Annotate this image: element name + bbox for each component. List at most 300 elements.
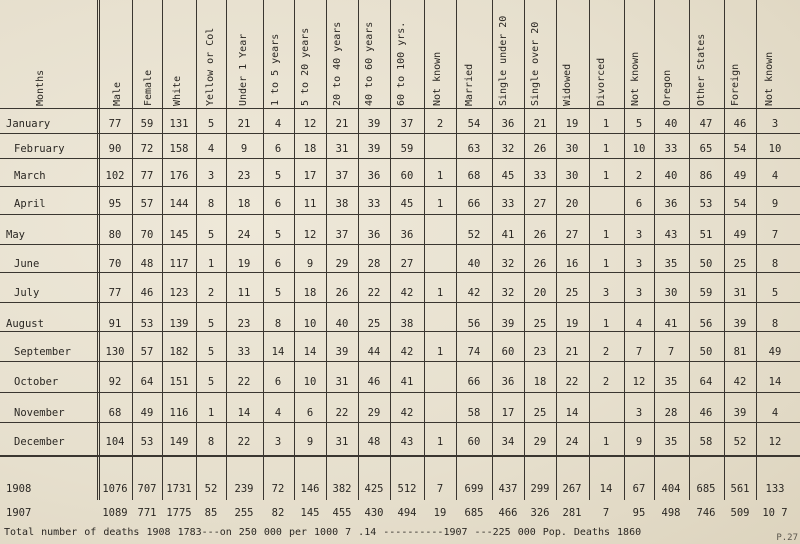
table-cell: 19 [237, 258, 251, 270]
table-cell: 17 [303, 170, 317, 182]
table-cell: 38 [400, 318, 414, 330]
year-total-cell: 512 [397, 483, 417, 495]
row-rule [0, 422, 800, 423]
table-cell: 30 [664, 287, 678, 299]
table-cell: 1 [602, 118, 610, 130]
table-cell: 6 [274, 376, 282, 388]
table-cell: 5 [274, 287, 282, 299]
table-cell: 144 [169, 198, 189, 210]
table-cell: 22 [335, 407, 349, 419]
table-cell: 81 [733, 346, 747, 358]
table-cell: 5 [274, 170, 282, 182]
table-cell: 59 [400, 143, 414, 155]
table-cell: 3 [635, 287, 643, 299]
table-cell: 42 [733, 376, 747, 388]
table-cell: 29 [335, 258, 349, 270]
table-cell: 17 [501, 407, 515, 419]
table-cell: 57 [140, 198, 154, 210]
table-cell: 31 [335, 436, 349, 448]
table-cell: 6 [306, 407, 314, 419]
table-cell: 48 [367, 436, 381, 448]
table-cell: 9 [771, 198, 779, 210]
table-cell: 39 [367, 118, 381, 130]
table-cell: 31 [335, 143, 349, 155]
table-cell: 92 [108, 376, 122, 388]
table-cell: 3 [207, 170, 215, 182]
table-cell: 7 [771, 229, 779, 241]
year-total-cell: 146 [300, 483, 320, 495]
table-cell: 1 [602, 258, 610, 270]
table-cell: 36 [501, 118, 515, 130]
table-cell: 59 [140, 118, 154, 130]
table-cell: 6 [274, 198, 282, 210]
table-cell: 8 [207, 198, 215, 210]
table-cell: 36 [501, 376, 515, 388]
year-total-cell: 267 [562, 483, 582, 495]
year-total-cell: 1089 [102, 507, 128, 519]
table-cell: 57 [140, 346, 154, 358]
month-label: July [14, 287, 40, 299]
table-cell: 123 [169, 287, 189, 299]
table-cell: 1 [436, 170, 444, 182]
table-cell: 1 [436, 436, 444, 448]
table-cell: 52 [733, 436, 747, 448]
table-cell: 64 [140, 376, 154, 388]
table-cell: 46 [140, 287, 154, 299]
column-header: Widowed [562, 63, 573, 106]
year-total-cell: 255 [234, 507, 254, 519]
table-cell: 3 [635, 407, 643, 419]
table-cell: 56 [467, 318, 481, 330]
column-rule [589, 0, 590, 500]
table-cell: 22 [237, 436, 251, 448]
table-cell: 41 [664, 318, 678, 330]
column-rule [456, 0, 457, 500]
column-rule [132, 0, 133, 500]
table-cell: 24 [565, 436, 579, 448]
year-total-cell: 561 [730, 483, 750, 495]
column-header: 40 to 60 years [364, 21, 375, 106]
column-rule [556, 0, 557, 500]
table-cell: 12 [632, 376, 646, 388]
table-cell: 60 [400, 170, 414, 182]
month-label: September [14, 346, 71, 358]
table-cell: 5 [274, 229, 282, 241]
table-cell: 90 [108, 143, 122, 155]
table-cell: 10 [632, 143, 646, 155]
table-cell: 28 [664, 407, 678, 419]
table-cell: 39 [501, 318, 515, 330]
table-cell: 26 [533, 229, 547, 241]
year-total-cell: 771 [137, 507, 157, 519]
table-cell: 36 [664, 198, 678, 210]
table-cell: 1 [207, 258, 215, 270]
table-cell: 5 [207, 229, 215, 241]
column-header: Single over 20 [530, 21, 541, 106]
table-cell: 14 [271, 346, 285, 358]
table-cell: 42 [400, 346, 414, 358]
table-cell: 33 [501, 198, 515, 210]
table-cell: 10 [303, 318, 317, 330]
table-cell: 23 [237, 318, 251, 330]
table-cell: 37 [335, 170, 349, 182]
table-cell: 18 [303, 143, 317, 155]
table-cell: 43 [400, 436, 414, 448]
column-header: Not known [432, 51, 443, 106]
table-cell: 39 [733, 407, 747, 419]
month-label: March [14, 170, 46, 182]
table-cell: 21 [565, 346, 579, 358]
year-total-cell: 52 [204, 483, 218, 495]
row-rule [0, 331, 800, 332]
table-cell: 8 [274, 318, 282, 330]
column-rule [689, 0, 690, 500]
table-cell: 131 [169, 118, 189, 130]
table-cell: 77 [108, 287, 122, 299]
table-cell: 25 [533, 407, 547, 419]
month-label: November [14, 407, 65, 419]
table-cell: 4 [635, 318, 643, 330]
table-cell: 20 [565, 198, 579, 210]
year-total-cell: 7 [436, 483, 444, 495]
row-rule [0, 108, 800, 109]
table-cell: 31 [335, 376, 349, 388]
table-cell: 176 [169, 170, 189, 182]
table-cell: 40 [335, 318, 349, 330]
table-cell: 54 [467, 118, 481, 130]
table-cell: 65 [699, 143, 713, 155]
table-cell: 68 [467, 170, 481, 182]
year-total-cell: 707 [137, 483, 157, 495]
table-cell: 9 [240, 143, 248, 155]
table-cell: 40 [664, 118, 678, 130]
table-cell: 5 [207, 346, 215, 358]
table-cell: 7 [635, 346, 643, 358]
table-cell: 9 [635, 436, 643, 448]
table-cell: 3 [274, 436, 282, 448]
table-cell: 29 [533, 436, 547, 448]
year-total-cell: 133 [765, 483, 785, 495]
table-cell: 2 [602, 376, 610, 388]
table-cell: 46 [699, 407, 713, 419]
table-cell: 19 [565, 118, 579, 130]
table-cell: 26 [335, 287, 349, 299]
table-cell: 28 [367, 258, 381, 270]
table-cell: 70 [108, 258, 122, 270]
page-marker: P.27 [776, 533, 798, 543]
table-cell: 41 [501, 229, 515, 241]
column-header: Female [143, 69, 154, 106]
table-cell: 32 [501, 287, 515, 299]
table-cell: 18 [533, 376, 547, 388]
year-total-cell: 425 [364, 483, 384, 495]
year-total-cell: 239 [234, 483, 254, 495]
year-total-cell: 509 [730, 507, 750, 519]
row-rule [0, 302, 800, 303]
row-rule [0, 392, 800, 393]
column-header: 5 to 20 years [300, 27, 311, 106]
table-cell: 2 [436, 118, 444, 130]
year-total-cell: 466 [498, 507, 518, 519]
table-cell: 23 [237, 170, 251, 182]
table-cell: 1 [436, 287, 444, 299]
table-cell: 39 [335, 346, 349, 358]
column-header: Divorced [596, 57, 607, 106]
column-rule [624, 0, 625, 500]
table-cell: 1 [602, 318, 610, 330]
table-cell: 9 [306, 258, 314, 270]
table-cell: 25 [733, 258, 747, 270]
table-cell: 25 [533, 318, 547, 330]
table-cell: 36 [367, 229, 381, 241]
table-cell: 66 [467, 376, 481, 388]
table-cell: 60 [467, 436, 481, 448]
table-cell: 33 [664, 143, 678, 155]
table-cell: 5 [207, 118, 215, 130]
row-rule [0, 133, 800, 134]
table-cell: 53 [140, 318, 154, 330]
table-cell: 66 [467, 198, 481, 210]
year-label: 1907 [6, 507, 32, 519]
column-rule [326, 0, 327, 500]
table-cell: 10 [303, 376, 317, 388]
table-cell: 3 [635, 229, 643, 241]
table-cell: 11 [303, 198, 317, 210]
table-cell: 46 [367, 376, 381, 388]
table-cell: 33 [237, 346, 251, 358]
table-cell: 14 [565, 407, 579, 419]
table-cell: 27 [533, 198, 547, 210]
year-total-cell: 1775 [166, 507, 192, 519]
table-cell: 25 [565, 287, 579, 299]
year-total-cell: 19 [433, 507, 447, 519]
table-cell: 47 [699, 118, 713, 130]
table-cell: 4 [771, 407, 779, 419]
column-rule [358, 0, 359, 500]
table-cell: 31 [733, 287, 747, 299]
table-cell: 58 [699, 436, 713, 448]
year-total-cell: 404 [661, 483, 681, 495]
table-cell: 149 [169, 436, 189, 448]
table-cell: 35 [664, 376, 678, 388]
table-cell: 56 [699, 318, 713, 330]
column-rule [226, 0, 227, 500]
month-label: June [14, 258, 40, 270]
table-cell: 3 [602, 287, 610, 299]
column-header: Oregon [662, 69, 673, 106]
table-cell: 53 [699, 198, 713, 210]
table-cell: 29 [367, 407, 381, 419]
table-cell: 35 [664, 436, 678, 448]
year-total-cell: 7 [602, 507, 610, 519]
table-cell: 70 [140, 229, 154, 241]
table-cell: 77 [140, 170, 154, 182]
column-header: 1 to 5 years [270, 33, 281, 106]
column-header: Not known [764, 51, 775, 106]
table-cell: 22 [367, 287, 381, 299]
column-header: Foreign [730, 63, 741, 106]
year-total-cell: 145 [300, 507, 320, 519]
column-header: 60 to 100 yrs. [396, 21, 407, 106]
table-cell: 21 [533, 118, 547, 130]
column-rule [492, 0, 493, 500]
table-cell: 33 [533, 170, 547, 182]
table-cell: 43 [664, 229, 678, 241]
table-cell: 80 [108, 229, 122, 241]
table-cell: 26 [533, 143, 547, 155]
year-total-cell: 437 [498, 483, 518, 495]
table-cell: 18 [303, 287, 317, 299]
table-cell: 1 [207, 407, 215, 419]
year-total-cell: 494 [397, 507, 417, 519]
table-cell: 182 [169, 346, 189, 358]
table-cell: 19 [565, 318, 579, 330]
table-cell: 37 [335, 229, 349, 241]
table-cell: 51 [699, 229, 713, 241]
table-cell: 139 [169, 318, 189, 330]
table-cell: 5 [635, 118, 643, 130]
table-cell: 3 [635, 258, 643, 270]
table-cell: 4 [771, 170, 779, 182]
table-cell: 24 [237, 229, 251, 241]
table-cell: 42 [400, 287, 414, 299]
table-cell: 130 [105, 346, 125, 358]
table-cell: 102 [105, 170, 125, 182]
row-rule [0, 158, 800, 159]
year-total-cell: 382 [332, 483, 352, 495]
table-cell: 34 [501, 436, 515, 448]
table-cell: 49 [733, 170, 747, 182]
table-cell: 46 [733, 118, 747, 130]
table-cell: 23 [533, 346, 547, 358]
column-rule [524, 0, 525, 500]
row-rule [0, 361, 800, 362]
row-rule [0, 186, 800, 187]
row-rule [0, 272, 800, 273]
table-cell: 63 [467, 143, 481, 155]
table-cell: 54 [733, 198, 747, 210]
table-cell: 50 [699, 258, 713, 270]
table-cell: 12 [303, 229, 317, 241]
table-cell: 4 [207, 143, 215, 155]
footer-note: Total number of deaths 1908 1783---on 250 000 per 1000 7 .14 ----------1907 ---225 000 Pop. Deaths 1860 [4, 527, 642, 538]
table-cell: 4 [274, 118, 282, 130]
table-cell: 6 [274, 143, 282, 155]
table-cell: 22 [237, 376, 251, 388]
year-total-cell: 82 [271, 507, 285, 519]
column-header: Months [35, 69, 46, 106]
month-label: October [14, 376, 59, 388]
table-cell: 16 [565, 258, 579, 270]
table-cell: 12 [303, 118, 317, 130]
table-cell: 49 [768, 346, 782, 358]
table-cell: 48 [140, 258, 154, 270]
table-cell: 49 [140, 407, 154, 419]
table-cell: 27 [400, 258, 414, 270]
table-cell: 40 [664, 170, 678, 182]
year-total-cell: 10 7 [762, 507, 788, 519]
table-cell: 21 [335, 118, 349, 130]
month-label: April [14, 198, 46, 210]
table-cell: 2 [207, 287, 215, 299]
column-rule [724, 0, 725, 500]
column-rule [756, 0, 757, 500]
table-cell: 145 [169, 229, 189, 241]
table-cell: 44 [367, 346, 381, 358]
column-header: Not known [630, 51, 641, 106]
table-cell: 49 [733, 229, 747, 241]
table-cell: 116 [169, 407, 189, 419]
table-cell: 14 [303, 346, 317, 358]
table-cell: 8 [771, 318, 779, 330]
year-total-cell: 67 [632, 483, 646, 495]
table-cell: 77 [108, 118, 122, 130]
table-cell: 30 [565, 143, 579, 155]
column-rule [424, 0, 425, 500]
table-cell: 60 [501, 346, 515, 358]
column-header: Under 1 Year [238, 33, 249, 106]
table-cell: 95 [108, 198, 122, 210]
table-cell: 10 [768, 143, 782, 155]
table-cell: 5 [771, 287, 779, 299]
month-label: May [6, 229, 25, 241]
table-cell: 25 [367, 318, 381, 330]
table-cell: 9 [306, 436, 314, 448]
table-cell: 27 [565, 229, 579, 241]
table-cell: 53 [140, 436, 154, 448]
column-header: Married [464, 63, 475, 106]
table-cell: 74 [467, 346, 481, 358]
table-cell: 30 [565, 170, 579, 182]
table-cell: 45 [501, 170, 515, 182]
table-cell: 59 [699, 287, 713, 299]
table-cell: 1 [602, 436, 610, 448]
column-header: White [172, 75, 183, 106]
column-rule [97, 0, 98, 500]
table-cell: 14 [237, 407, 251, 419]
year-total-cell: 455 [332, 507, 352, 519]
table-cell: 3 [771, 118, 779, 130]
table-cell: 37 [400, 118, 414, 130]
table-cell: 158 [169, 143, 189, 155]
table-cell: 7 [667, 346, 675, 358]
table-cell: 39 [367, 143, 381, 155]
year-total-cell: 281 [562, 507, 582, 519]
table-cell: 22 [565, 376, 579, 388]
year-total-cell: 14 [599, 483, 613, 495]
year-total-cell: 430 [364, 507, 384, 519]
column-rule [196, 0, 197, 500]
table-cell: 42 [400, 407, 414, 419]
table-cell: 32 [501, 258, 515, 270]
column-header: 20 to 40 years [332, 21, 343, 106]
table-cell: 20 [533, 287, 547, 299]
table-cell: 38 [335, 198, 349, 210]
table-cell: 117 [169, 258, 189, 270]
column-rule [263, 0, 264, 500]
year-total-cell: 498 [661, 507, 681, 519]
table-cell: 18 [237, 198, 251, 210]
table-cell: 1 [602, 170, 610, 182]
table-cell: 4 [274, 407, 282, 419]
table-cell: 151 [169, 376, 189, 388]
column-rule [654, 0, 655, 500]
table-cell: 2 [602, 346, 610, 358]
table-cell: 5 [207, 318, 215, 330]
year-total-cell: 299 [530, 483, 550, 495]
table-cell: 1 [436, 346, 444, 358]
year-total-cell: 685 [464, 507, 484, 519]
